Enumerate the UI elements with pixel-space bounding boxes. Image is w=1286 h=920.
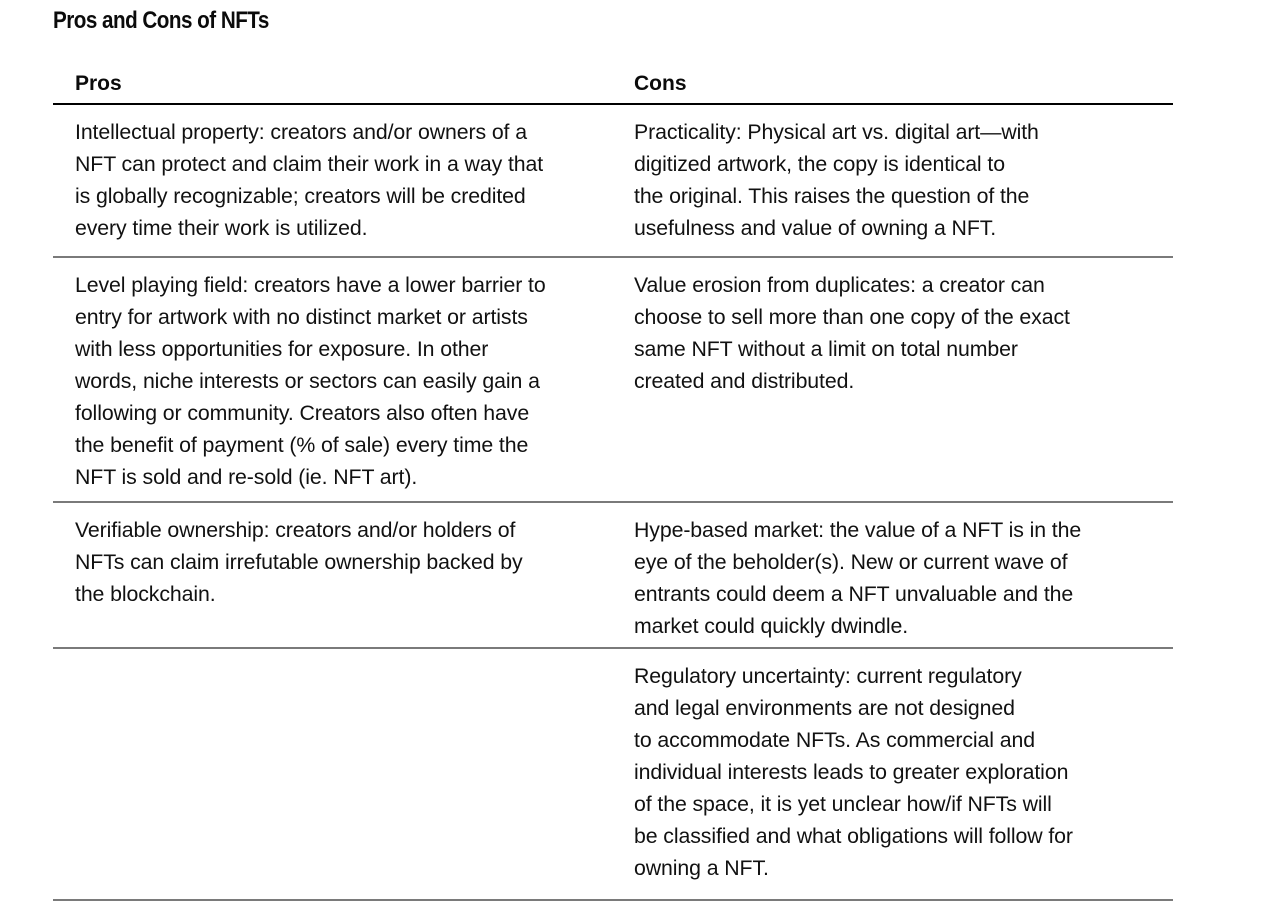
cons-text-line: digitized artwork, the copy is identical to [634,152,1005,176]
pros-cell [53,105,612,256]
cons-text-line: entrants could deem a NFT unvaluable and the [634,582,1074,606]
pros-text-line: NFT is sold and re-sold (ie. NFT art). [75,465,418,489]
cons-text-line: eye of the beholder(s). New or current wave of [634,550,1068,574]
pros-text-line: Verifiable ownership: creators and/or holders of [75,518,516,542]
cons-text-line: to accommodate NFTs. As commercial and [634,728,1035,752]
cons-text-line: Practicality: Physical art vs. digital art—with [634,120,1039,144]
pros-text-line: with less opportunities for exposure. In other [75,337,489,361]
cons-text-line: Regulatory uncertainty: current regulatory [634,664,1022,688]
cons-text-line: same NFT without a limit on total number [634,337,1018,361]
page-title: Pros and Cons of NFTs [53,7,269,34]
cons-text-line: be classified and what obligations will follow for [634,824,1073,848]
pros-text-line: entry for artwork with no distinct market or artists [75,305,528,329]
cons-cell [612,503,1173,647]
pros-cell [53,503,612,647]
cons-text-line: and legal environments are not designed [634,696,1015,720]
cons-cell [612,649,1173,899]
table-row [53,649,1173,901]
table-row [53,258,1173,503]
cons-text-line: Value erosion from duplicates: a creator can [634,273,1045,297]
table-body [53,105,1173,901]
cons-text-line: Hype-based market: the value of a NFT is in the [634,518,1082,542]
column-header-cons: Cons [634,72,687,95]
cons-cell [612,258,1173,501]
table-row [53,503,1173,649]
pros-text-line: NFT can protect and claim their work in a way that [75,152,544,176]
pros-text-line: following or community. Creators also often have [75,401,530,425]
cons-text-line: choose to sell more than one copy of the exact [634,305,1070,329]
pros-text-line: is globally recognizable; creators will be credited [75,184,526,208]
table-header-row [53,64,1173,105]
pros-text-line: every time their work is utilized. [75,216,368,240]
pros-text-line: words, niche interests or sectors can easily gain a [75,369,540,393]
table-row [53,105,1173,258]
pros-text-line: Level playing field: creators have a lower barrier to [75,273,546,297]
pros-cons-table [53,64,1173,901]
pros-text-line: the blockchain. [75,582,216,606]
column-header-pros: Pros [75,72,122,95]
cons-text-line: of the space, it is yet unclear how/if NFTs will [634,792,1052,816]
cons-text-line: the original. This raises the question of the [634,184,1030,208]
cons-text-line: created and distributed. [634,369,855,393]
pros-cell [53,649,612,899]
pros-text-line: Intellectual property: creators and/or owners of a [75,120,527,144]
cons-text-line: individual interests leads to greater exploration [634,760,1069,784]
cons-text-line: owning a NFT. [634,856,769,880]
cons-text-line: usefulness and value of owning a NFT. [634,216,997,240]
pros-text-line: NFTs can claim irrefutable ownership backed by [75,550,523,574]
cons-text-line: market could quickly dwindle. [634,614,909,638]
pros-cell [53,258,612,501]
pros-text-line: the benefit of payment (% of sale) every time the [75,433,529,457]
cons-cell [612,105,1173,256]
